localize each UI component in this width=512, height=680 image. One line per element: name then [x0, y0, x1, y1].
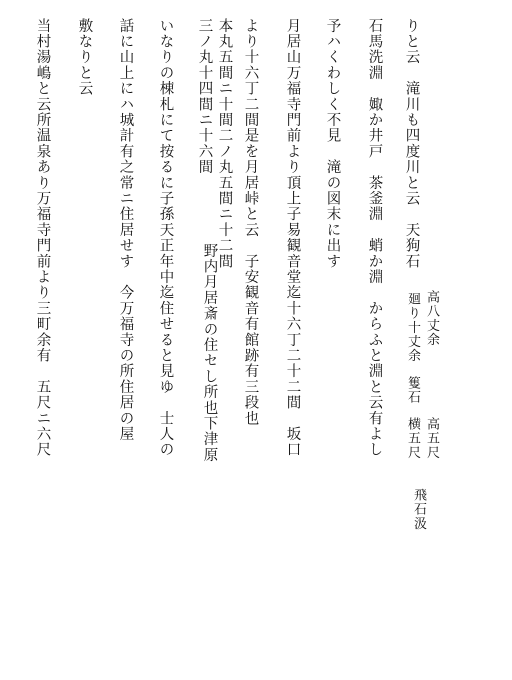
annotation-flying-stone: 飛石汲: [411, 488, 426, 531]
text-column-7: 三ノ丸十四間ニ十六間: [196, 18, 213, 175]
annotation-width-five-shaku: 横五尺: [405, 417, 420, 460]
text-column-2: 石馬洗淵 娵か井戸 茶釜淵 蛸か淵 からふと淵と云有よし: [366, 18, 383, 458]
annotation-height-five-shaku: 高五尺: [424, 417, 439, 460]
annotation-circumference-ten-jo: 廻り十丈余: [405, 292, 420, 363]
text-column-11: 敷なりと云: [76, 18, 93, 97]
text-column-6: 本丸五間ニ十間二ノ丸五間ニ十二間: [216, 18, 233, 270]
annotation-stone-name: 篗石: [405, 376, 420, 405]
text-column-3: 予ハくわしく不見 滝の図末に出す: [324, 18, 341, 270]
text-column-5: より十六丁二間是を月居峠と云 子安観音有館跡有三段也: [242, 18, 259, 427]
text-column-4: 月居山万福寺門前より頂上子易観音堂迄十六丁二十二間 坂口: [284, 18, 301, 458]
text-column-9: いなりの棟札にて按るに子孫天正年中迄住せると見ゆ 士人の: [157, 18, 174, 458]
text-column-1: りと云 滝川も四度川と云 天狗石: [403, 18, 420, 270]
text-column-10: 話に山上にハ城計有之常ニ住居せす 今万福寺の所住居の屋: [117, 18, 134, 442]
text-column-8: 野内月居斎の住セし所也下津原: [201, 243, 218, 463]
text-column-12: 当村湯嶋と云所温泉あり万福寺門前より三町余有 五尺ニ六尺: [34, 18, 51, 458]
annotation-height-eight-jo: 高八丈余: [424, 290, 439, 347]
